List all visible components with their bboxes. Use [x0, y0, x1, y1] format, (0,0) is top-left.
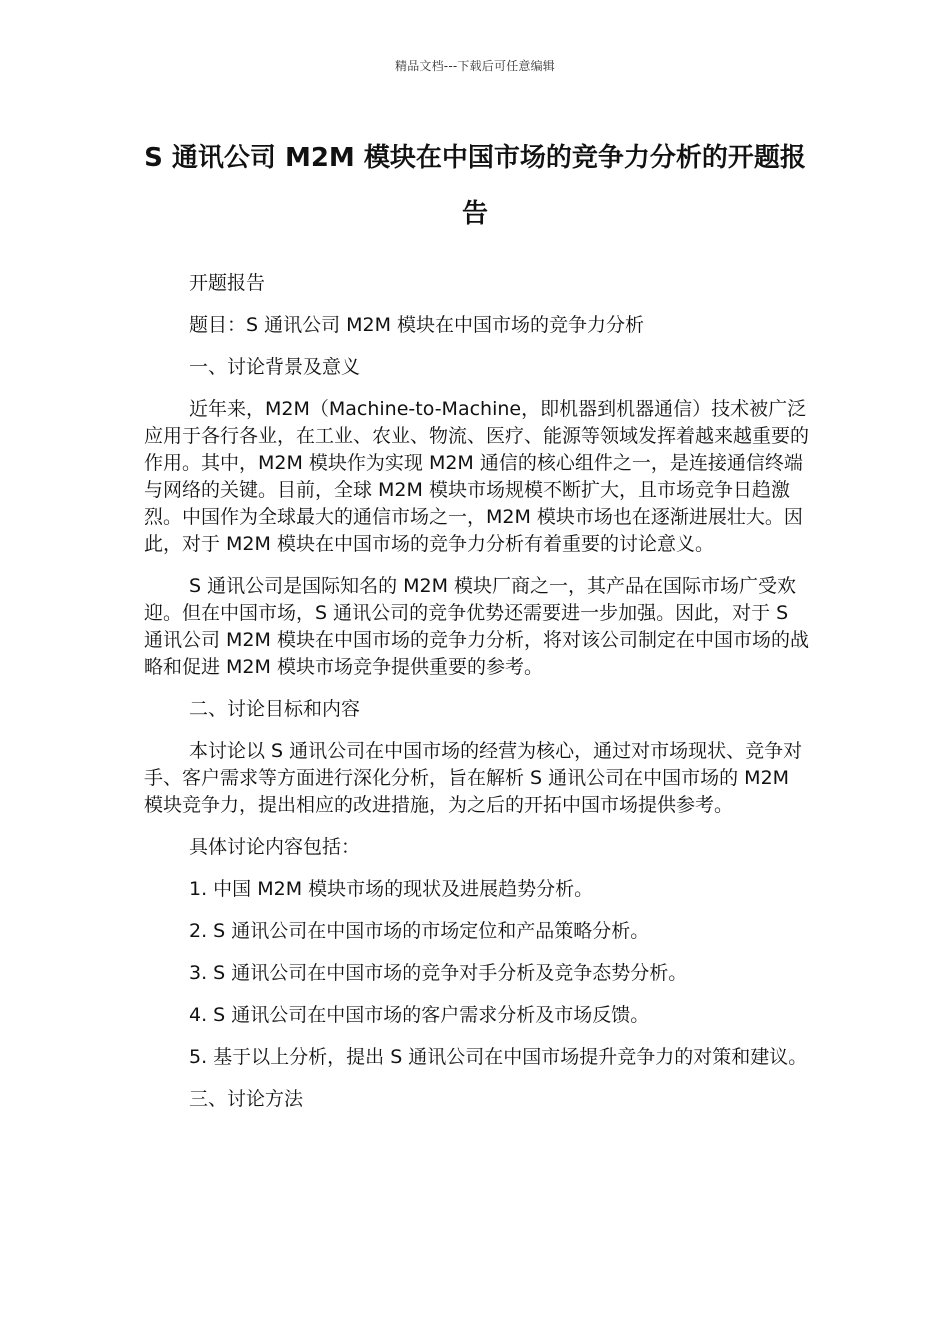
paragraph-background: 近年来，M2M（Machine-to-Machine，即机器到机器通信）技术被广泛应用于各行各业，在工业、农业、物流、医疗、能源等领域发挥着越来越重要的作用。其中，M2M 模块作为实现 M2M 通信的核心组件之一，是连接通信终端与网络的关键。目前，全球 M2M 模块市场规模不断扩大，且市场竞争日趋激烈。中国作为全球最大的通信市场之一，M2M 模块市场也在逐渐进展壮大。因此，对于 M2M 模块在中国市场的竞争力分析有着重要的讨论意义。: [144, 398, 810, 555]
document-body: [144, 270, 810, 1128]
list-item: 2. S 通讯公司在中国市场的市场定位和产品策略分析。: [189, 920, 650, 942]
section-heading-goals: 二、讨论目标和内容: [189, 698, 361, 720]
list-item: 3. S 通讯公司在中国市场的竞争对手分析及竞争态势分析。: [189, 962, 688, 984]
paragraph-goals: 本讨论以 S 通讯公司在中国市场的经营为核心，通过对市场现状、竞争对手、客户需求等方面进行深化分析，旨在解析 S 通讯公司在中国市场的 M2M 模块竞争力，提出相应的改进措施，为之后的开拓中国市场提供参考。: [144, 740, 803, 816]
list-item: 5. 基于以上分析，提出 S 通讯公司在中国市场提升竞争力的对策和建议。: [189, 1046, 808, 1068]
section-heading-background: 一、讨论背景及意义: [189, 356, 361, 378]
document-title: S 通讯公司 M2M 模块在中国市场的竞争力分析的开题报告: [144, 143, 806, 229]
topic-line: 题目：S 通讯公司 M2M 模块在中国市场的竞争力分析: [189, 314, 645, 336]
section-heading-methods: 三、讨论方法: [189, 1088, 304, 1110]
report-label: 开题报告: [189, 272, 266, 294]
page-header: 精品文档---下载后可任意编辑: [395, 59, 555, 73]
list-intro: 具体讨论内容包括：: [189, 836, 361, 858]
list-item: 4. S 通讯公司在中国市场的客户需求分析及市场反馈。: [189, 1004, 650, 1026]
list-item: 1. 中国 M2M 模块市场的现状及进展趋势分析。: [189, 878, 594, 900]
paragraph-company: S 通讯公司是国际知名的 M2M 模块厂商之一，其产品在国际市场广受欢迎。但在中国市场，S 通讯公司的竞争优势还需要进一步加强。因此，对于 S 通讯公司 M2M 模块在中国市场的竞争力分析，将对该公司制定在中国市场的战略和促进 M2M 模块市场竞争提供重要的参考。: [144, 575, 809, 678]
